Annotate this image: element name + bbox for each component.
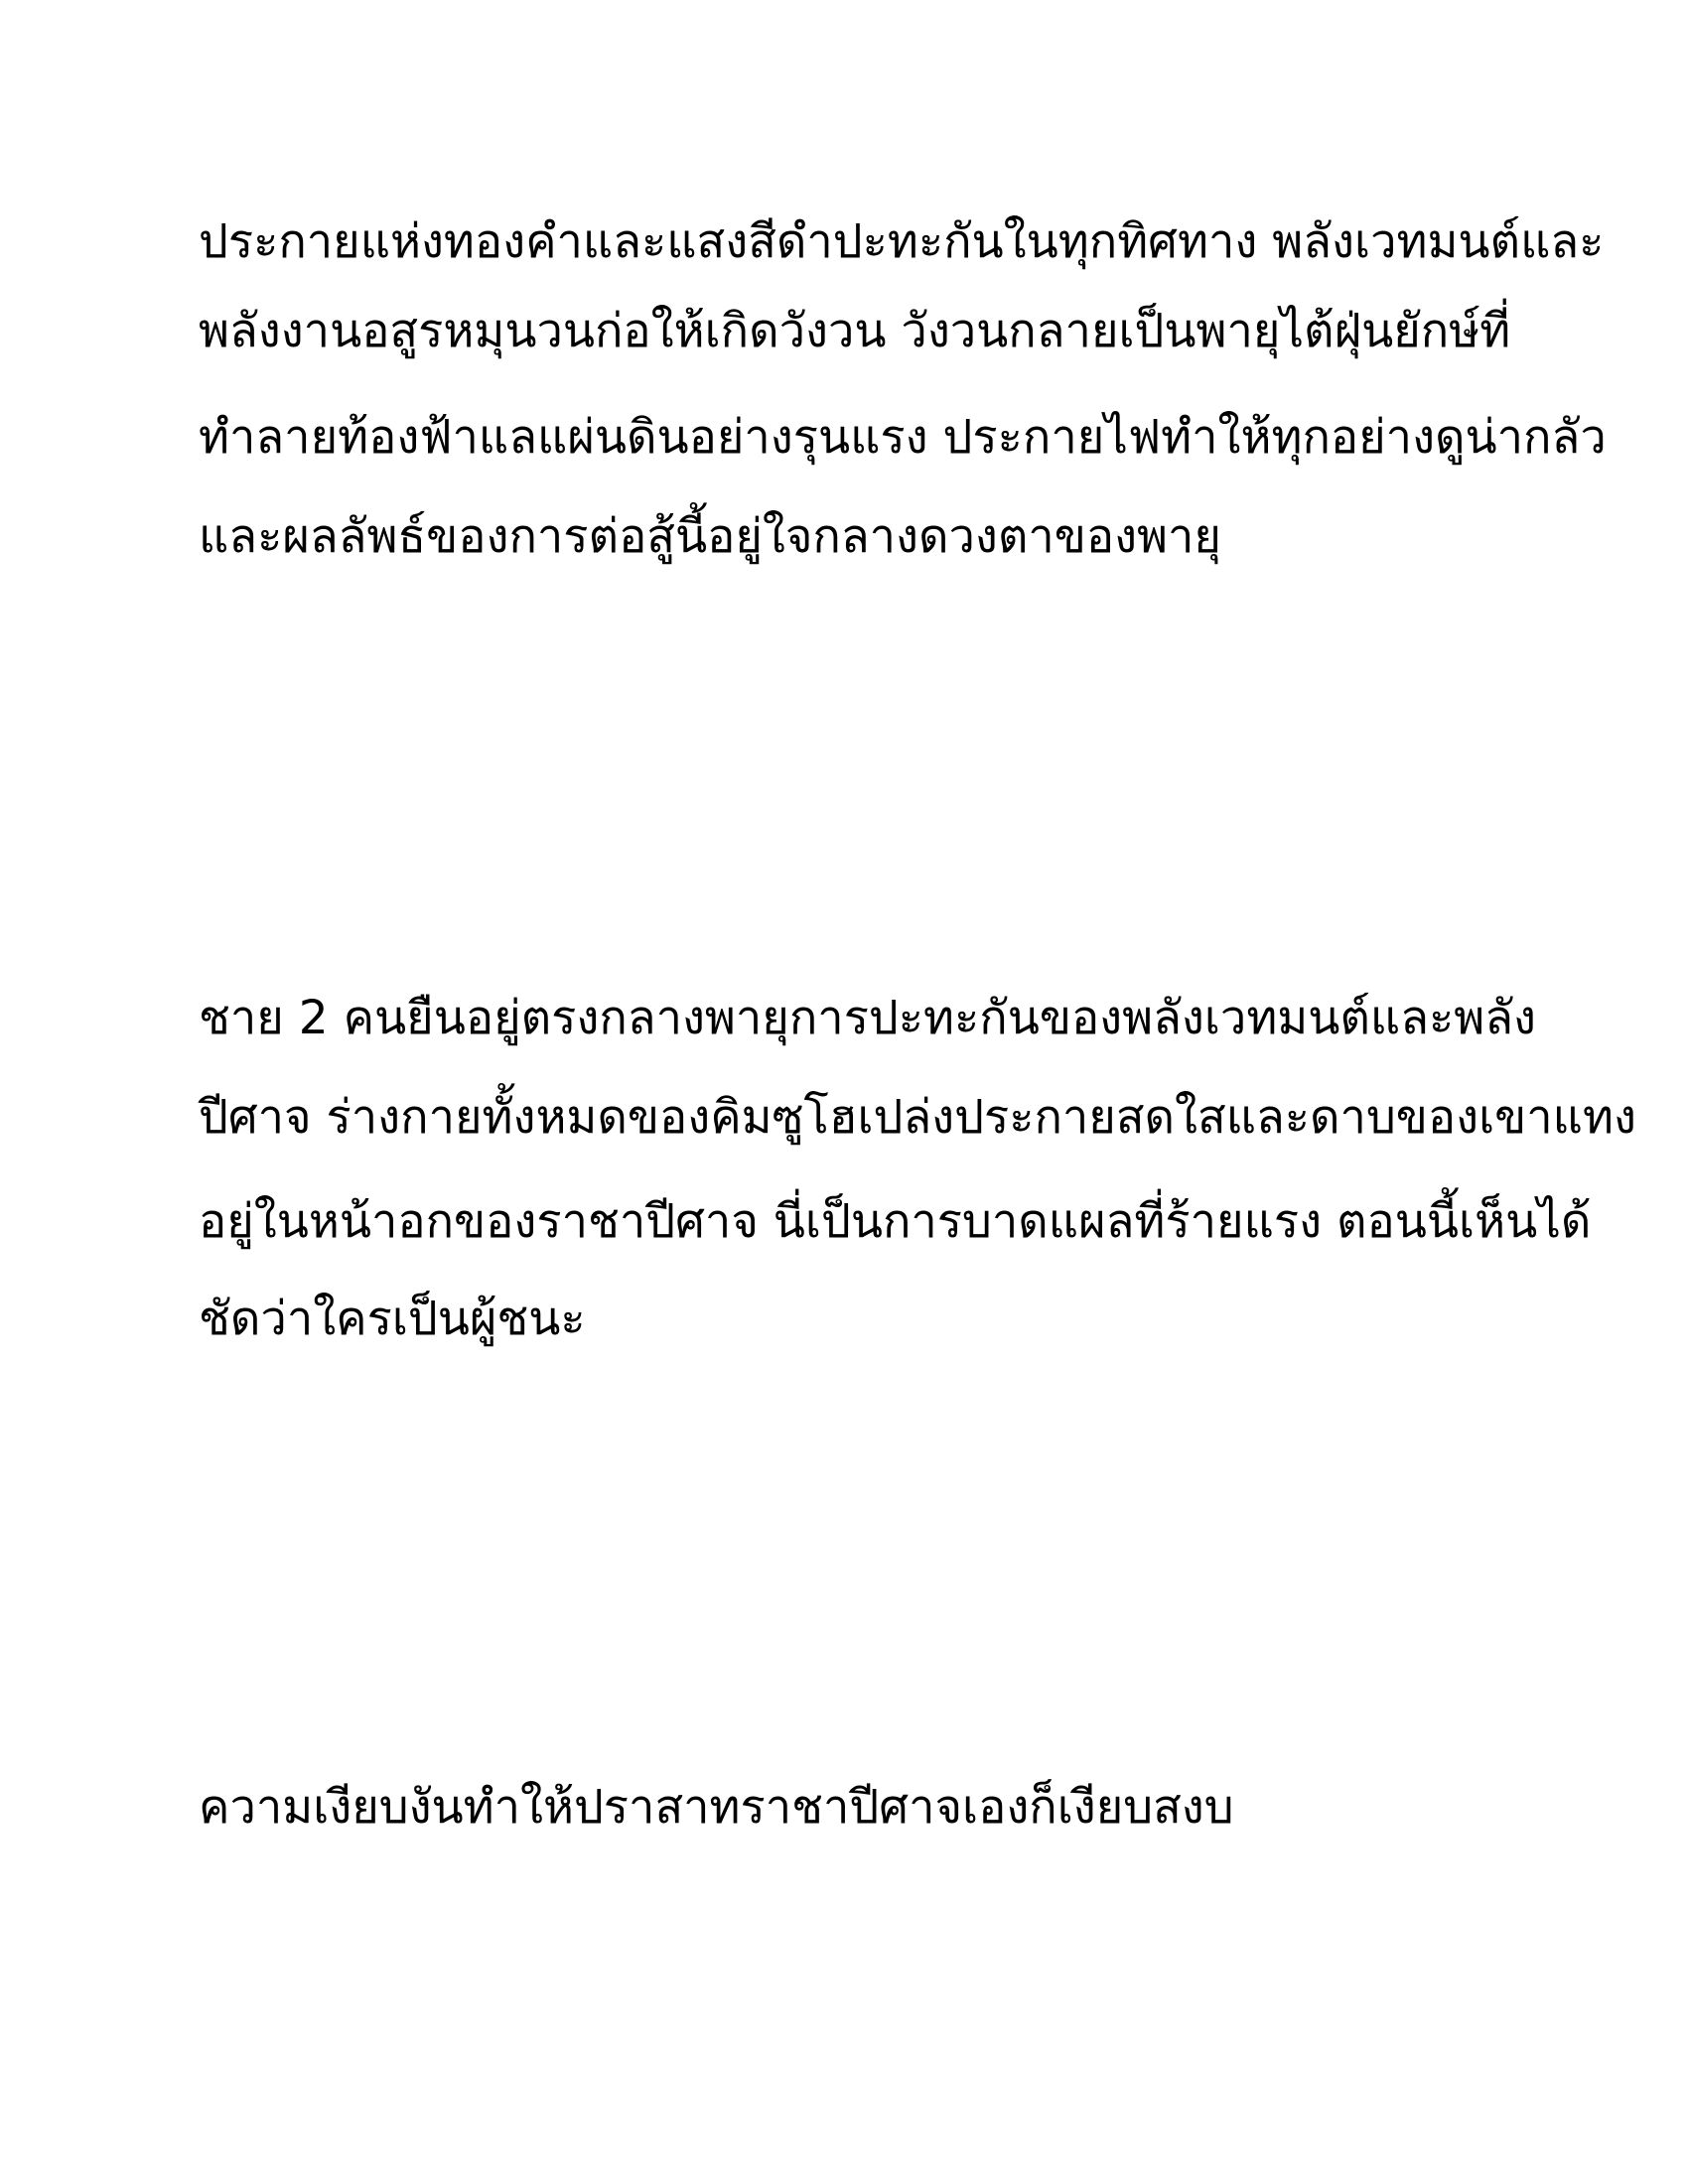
text-line: ความเงียบงันทำให้ปราสาทราชาปีศาจเองก็เงียบสงบ bbox=[199, 1780, 1234, 1835]
text-line: ประกายแห่งทองคำและแสงสีดำปะทะกันในทุกทิศทาง พลังเวทมนต์และ bbox=[199, 214, 1605, 269]
text-line: อยู่ในหน้าอกของราชาปีศาจ นี่เป็นการบาดแผลที่ร้ายแรง ตอนนี้เห็นได้ bbox=[199, 1194, 1592, 1249]
text-line: ชัดว่าใครเป็นผู้ชนะ bbox=[199, 1292, 586, 1346]
text-line: พลังงานอสูรหมุนวนก่อให้เกิดวังวน วังวนกลายเป็นพายุไต้ฝุ่นยักษ์ที่ bbox=[199, 304, 1511, 358]
text-line: ปีศาจ ร่างกายทั้งหมดของคิมซูโฮเปล่งประกายสดใสและดาบของเขาแทง bbox=[199, 1090, 1636, 1145]
text-line: ทำลายท้องฟ้าแลแผ่นดินอย่างรุนแรง ประกายไฟทำให้ทุกอย่างดูน่ากลัว bbox=[199, 410, 1607, 465]
text-line: ชาย 2 คนยืนอยู่ตรงกลางพายุการปะทะกันของพลังเวทมนต์และพลัง bbox=[199, 991, 1537, 1045]
text-line: และผลลัพธ์ของการต่อสู้นี้อยู่ใจกลางดวงตาของพายุ bbox=[199, 509, 1221, 564]
